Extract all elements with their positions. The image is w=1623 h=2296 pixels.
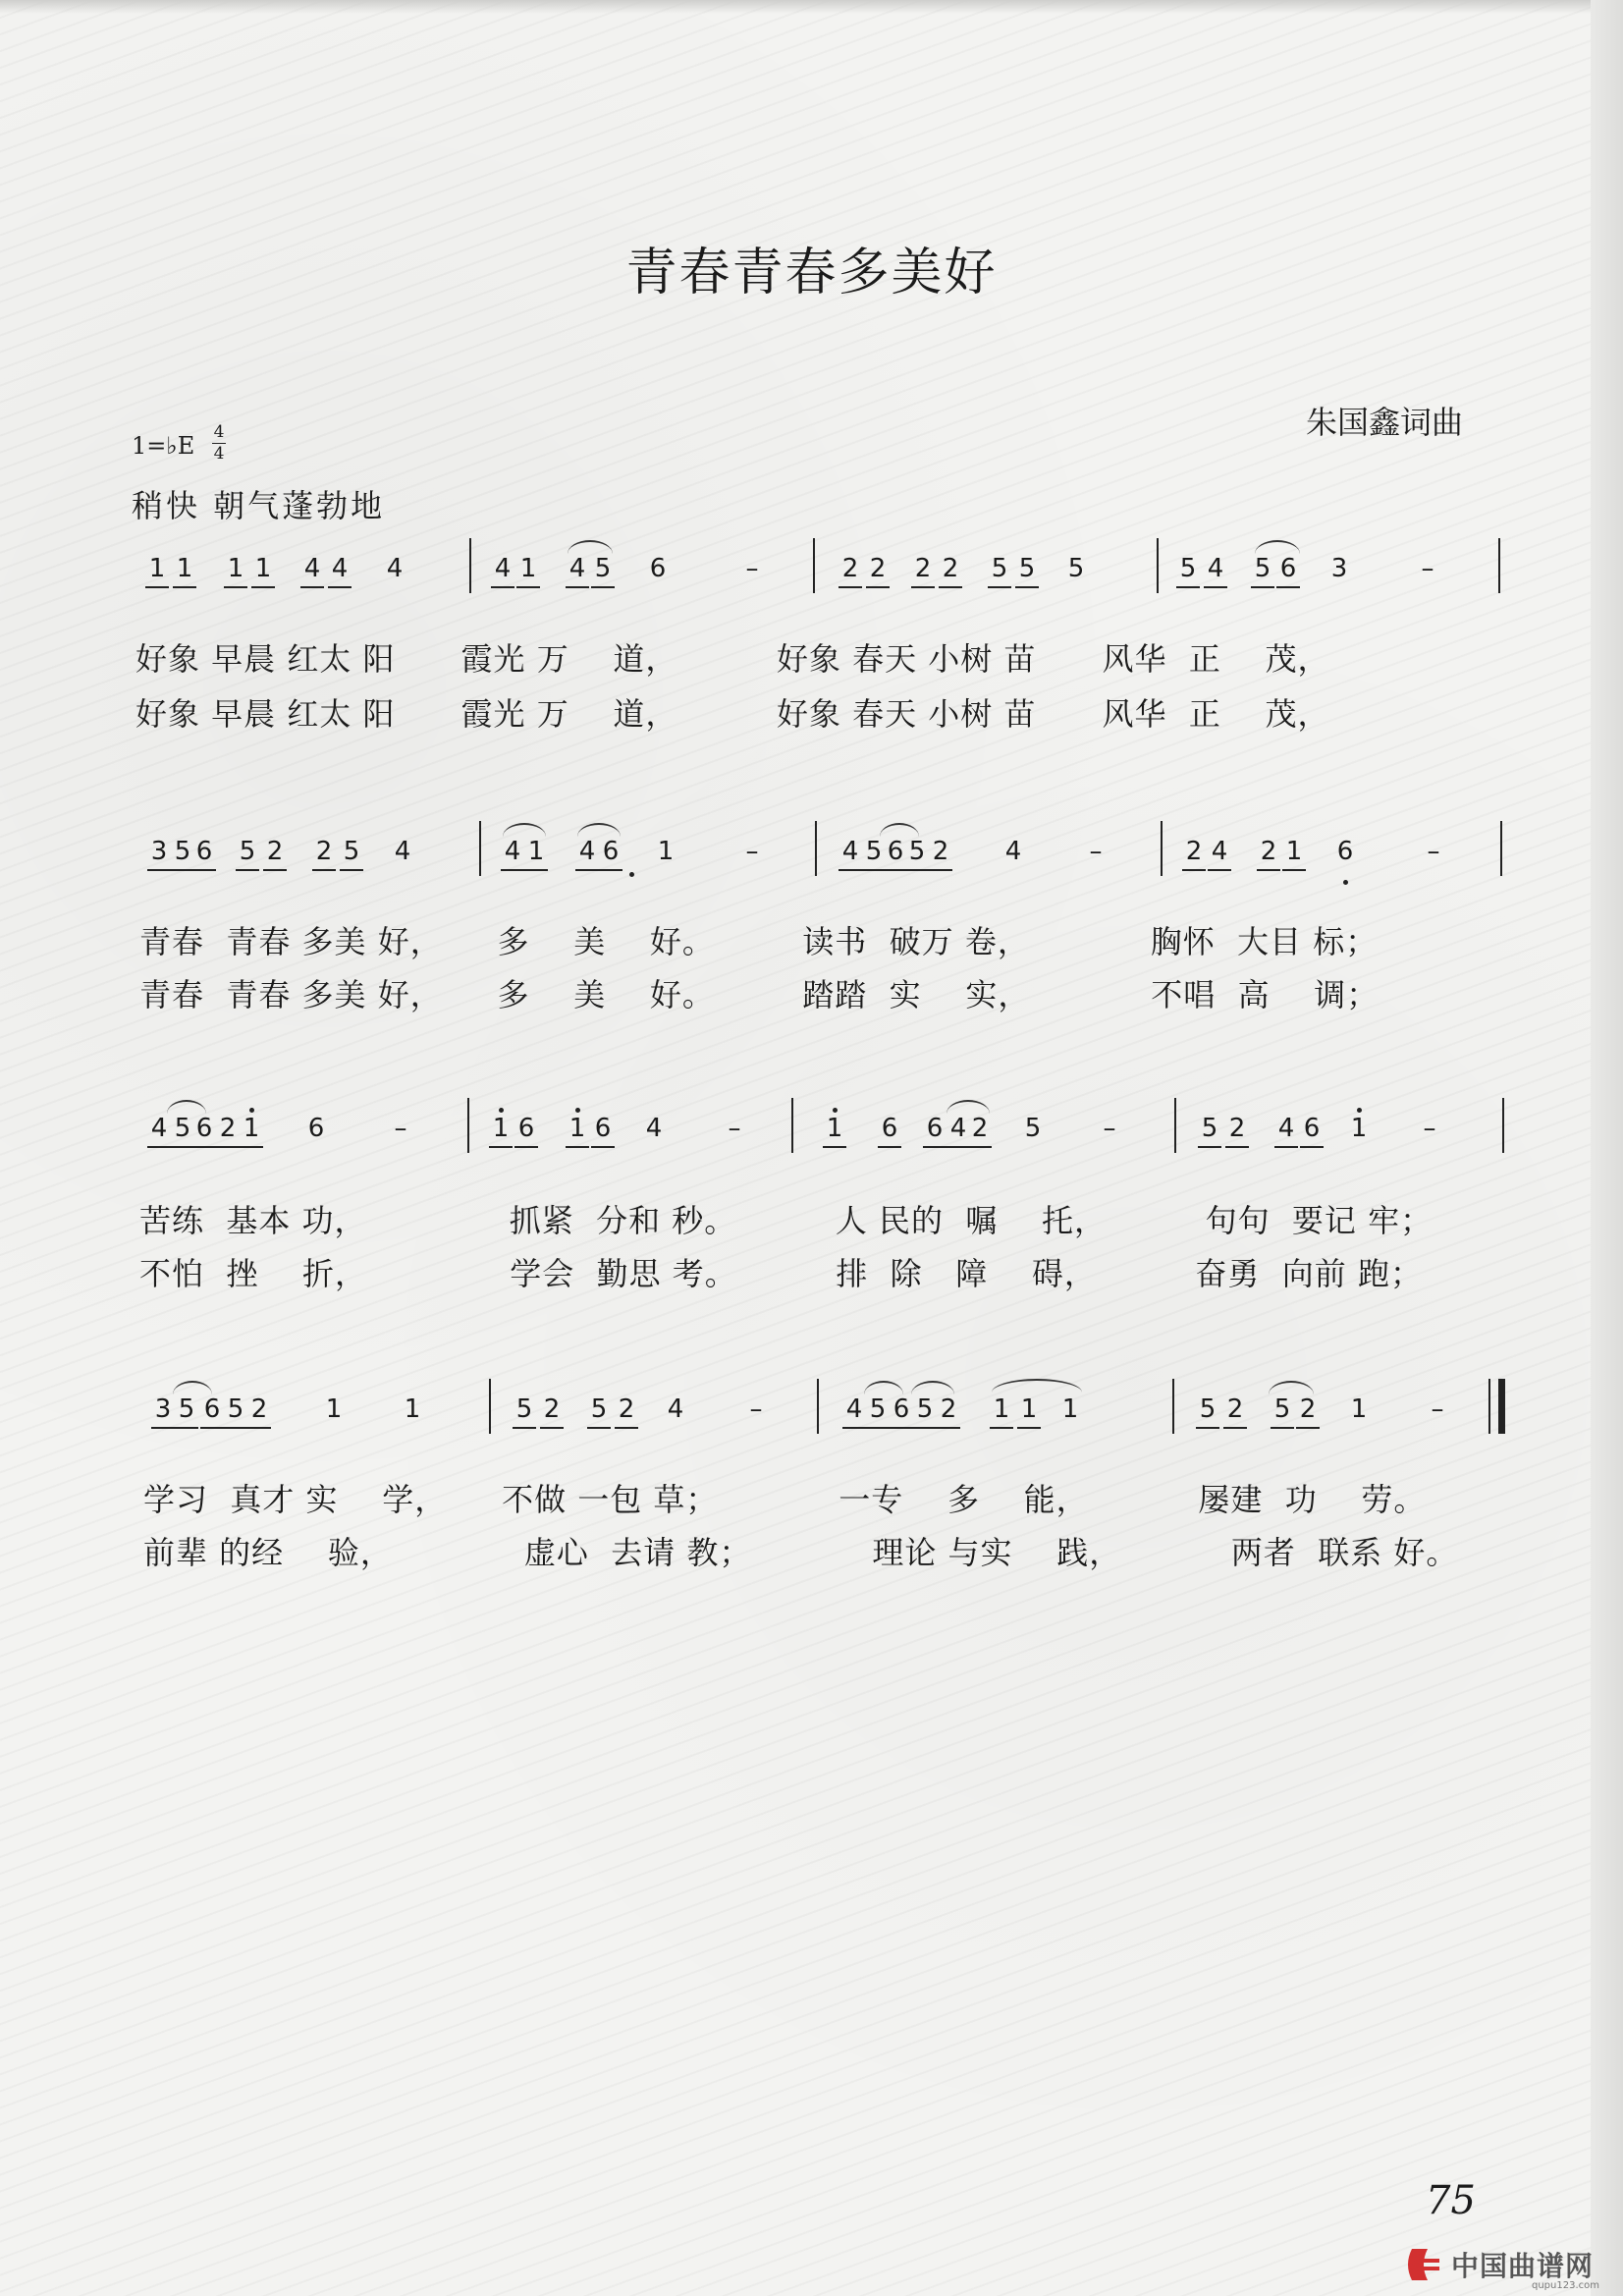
note: 2 (929, 837, 952, 871)
note: 2 (1225, 1114, 1249, 1148)
slur (864, 1381, 903, 1394)
key-signature: 1=♭E (132, 432, 195, 460)
slur (1269, 1381, 1314, 1394)
note: 6 (599, 837, 622, 871)
note: 1 (1350, 1394, 1368, 1424)
barline (815, 821, 817, 876)
note: – (745, 554, 759, 583)
final-barline-thin (1488, 1379, 1490, 1434)
barline (469, 538, 471, 593)
note: 3 (1330, 554, 1348, 583)
note: 5 (1251, 554, 1274, 588)
note: 2 (937, 1394, 960, 1429)
note: 6 (200, 1394, 224, 1429)
note: 5 (591, 554, 615, 588)
note: 4 (947, 1114, 970, 1148)
notation-system-4 (0, 1379, 1623, 1595)
note: 3 (151, 1394, 175, 1429)
note: 1 (566, 1114, 589, 1148)
note: 4 (575, 837, 599, 871)
note: 6 (649, 554, 667, 583)
barline (813, 538, 815, 593)
note: 4 (147, 1114, 171, 1148)
note: – (1423, 1114, 1436, 1143)
barline (479, 821, 481, 876)
lyric-line-2: 不怕 挫 折， 学会 勤思 考。 排 除 障 碍， 奋勇 向前 跑； (139, 1255, 1423, 1292)
note: 4 (1004, 837, 1022, 866)
note: 1 (990, 1394, 1013, 1429)
note: 6 (307, 1114, 325, 1143)
note: 6 (890, 1394, 913, 1429)
slur (880, 823, 919, 837)
page-number: 75 (1426, 2178, 1476, 2223)
barline (1161, 821, 1163, 876)
note: – (745, 837, 759, 866)
slur (167, 1100, 206, 1114)
note: 4 (839, 837, 862, 871)
note: 6 (1300, 1114, 1324, 1148)
note: 4 (645, 1114, 663, 1143)
time-signature-top: 4 (213, 422, 225, 442)
note: 2 (839, 554, 862, 588)
barline (791, 1098, 793, 1153)
lyric-line-2: 前辈 的经 验， 虚心 去请 教； 理论 与实 践， 两者 联系 好。 (143, 1534, 1459, 1571)
slur (568, 540, 613, 554)
note: 5 (862, 837, 886, 871)
barline (1174, 1098, 1176, 1153)
note: 5 (988, 554, 1011, 588)
note: 4 (394, 837, 411, 866)
note: – (1431, 1394, 1444, 1424)
note: 4 (386, 554, 404, 583)
note: 3 (147, 837, 171, 871)
note: 1 (251, 554, 275, 588)
notation-system-1 (0, 538, 1623, 754)
note: 5 (1196, 1394, 1219, 1429)
note: 5 (1176, 554, 1200, 588)
octave-dot-below (1343, 880, 1348, 885)
note: 5 (175, 1394, 198, 1429)
note: 6 (923, 1114, 947, 1148)
note: 2 (1296, 1394, 1320, 1429)
note: 2 (1257, 837, 1280, 871)
note: – (1103, 1114, 1116, 1143)
song-title: 青春青春多美好 (625, 244, 998, 302)
barline (1172, 1379, 1174, 1434)
note: 2 (540, 1394, 564, 1429)
note: 6 (192, 837, 216, 871)
final-barline-thick (1498, 1379, 1505, 1434)
note: 4 (501, 837, 524, 871)
lyric-line-1: 苦练 基本 功， 抓紧 分和 秒。 人 民的 嘱 托， 句句 要记 牢； (139, 1202, 1434, 1239)
note: 1 (404, 1394, 421, 1424)
note: 4 (1208, 837, 1231, 871)
note: 2 (911, 554, 935, 588)
octave-dot (575, 1108, 580, 1113)
note: 1 (145, 554, 169, 588)
note: 5 (1024, 1114, 1042, 1143)
barline (467, 1098, 469, 1153)
note: 2 (1182, 837, 1206, 871)
slur (1255, 540, 1300, 554)
watermark-text: 中国曲谱网 (1451, 2250, 1595, 2282)
note: 2 (1223, 1394, 1247, 1429)
note: 1 (516, 554, 540, 588)
note: 5 (1067, 554, 1085, 583)
note: 1 (1350, 1114, 1368, 1143)
note: 2 (312, 837, 336, 871)
time-signature-bottom: 4 (213, 444, 225, 464)
note: 5 (1271, 1394, 1294, 1429)
watermark-url: qupu123.com (1532, 2280, 1599, 2291)
time-signature (212, 422, 226, 465)
lyric-line-1: 学习 真才 实 学， 不做 一包 草； 一专 多 能， 屡建 功 劳。 (143, 1481, 1427, 1518)
note: 6 (884, 837, 907, 871)
octave-dot (249, 1108, 254, 1113)
note: – (1089, 837, 1103, 866)
note: 6 (878, 1114, 901, 1148)
note: 1 (524, 837, 548, 871)
slur (503, 823, 546, 837)
note: 1 (325, 1394, 343, 1424)
note: 4 (1204, 554, 1227, 588)
notation-system-2 (0, 821, 1623, 1037)
barline (817, 1379, 819, 1434)
note: – (728, 1114, 741, 1143)
note: 1 (489, 1114, 513, 1148)
lyric-line-1: 好象 早晨 红太 阳 霞光 万 道， 好象 春天 小树 苗 风华 正 茂， (135, 640, 1330, 678)
barline (1157, 538, 1159, 593)
composer-credit: 朱国鑫词曲 (1306, 404, 1464, 441)
note: 5 (171, 837, 194, 871)
note: 2 (968, 1114, 992, 1148)
note: 5 (513, 1394, 536, 1429)
note: – (1427, 837, 1440, 866)
note: 1 (1017, 1394, 1041, 1429)
note: 1 (823, 1114, 846, 1148)
slur (992, 1379, 1082, 1393)
note: 1 (240, 1114, 263, 1148)
slur (947, 1100, 990, 1114)
note: – (749, 1394, 763, 1424)
note: 6 (591, 1114, 615, 1148)
note: 5 (340, 837, 363, 871)
tempo-marking: 稍快 朝气蓬勃地 (132, 487, 386, 524)
note: 1 (1061, 1394, 1079, 1424)
slur (577, 823, 621, 837)
note: 5 (587, 1394, 611, 1429)
note: 4 (300, 554, 324, 588)
note: 5 (1015, 554, 1039, 588)
scan-top-edge (0, 0, 1623, 14)
note: 6 (1336, 837, 1354, 866)
barline (1502, 1098, 1504, 1153)
lyric-line-2: 青春 青春 多美 好， 多 美 好。 踏踏 实 实， 不唱 高 调； (139, 976, 1380, 1013)
note: 5 (905, 837, 929, 871)
note: 2 (216, 1114, 240, 1148)
note: 1 (1282, 837, 1306, 871)
octave-dot (499, 1108, 504, 1113)
note: 2 (247, 1394, 271, 1429)
slur (911, 1381, 954, 1394)
note: 5 (1198, 1114, 1221, 1148)
note: 4 (328, 554, 352, 588)
note: 1 (657, 837, 675, 866)
note: 2 (263, 837, 287, 871)
lyric-line-2: 好象 早晨 红太 阳 霞光 万 道， 好象 春天 小树 苗 风华 正 茂， (135, 695, 1330, 733)
note: 4 (842, 1394, 866, 1429)
barline (1498, 538, 1500, 593)
note: 6 (192, 1114, 216, 1148)
lyric-line-1: 青春 青春 多美 好， 多 美 好。 读书 破万 卷， 胸怀 大目 标； (139, 923, 1379, 960)
note: 4 (667, 1394, 684, 1424)
octave-dot (833, 1108, 838, 1113)
note: 5 (236, 837, 259, 871)
note: 5 (171, 1114, 194, 1148)
notation-system-3 (0, 1098, 1623, 1314)
slur (173, 1381, 212, 1394)
note: 4 (566, 554, 589, 588)
note: 2 (615, 1394, 638, 1429)
note: 4 (1274, 1114, 1298, 1148)
barline (489, 1379, 491, 1434)
note: – (394, 1114, 407, 1143)
barline (1500, 821, 1502, 876)
note: 5 (913, 1394, 937, 1429)
note: 5 (224, 1394, 247, 1429)
note: 6 (1276, 554, 1300, 588)
note: 4 (491, 554, 514, 588)
note: 2 (866, 554, 890, 588)
note: 6 (514, 1114, 538, 1148)
note: – (1421, 554, 1434, 583)
octave-dot (629, 872, 634, 877)
note: 1 (224, 554, 247, 588)
octave-dot (1357, 1108, 1362, 1113)
note: 1 (173, 554, 196, 588)
note: 2 (939, 554, 962, 588)
note: 5 (866, 1394, 890, 1429)
